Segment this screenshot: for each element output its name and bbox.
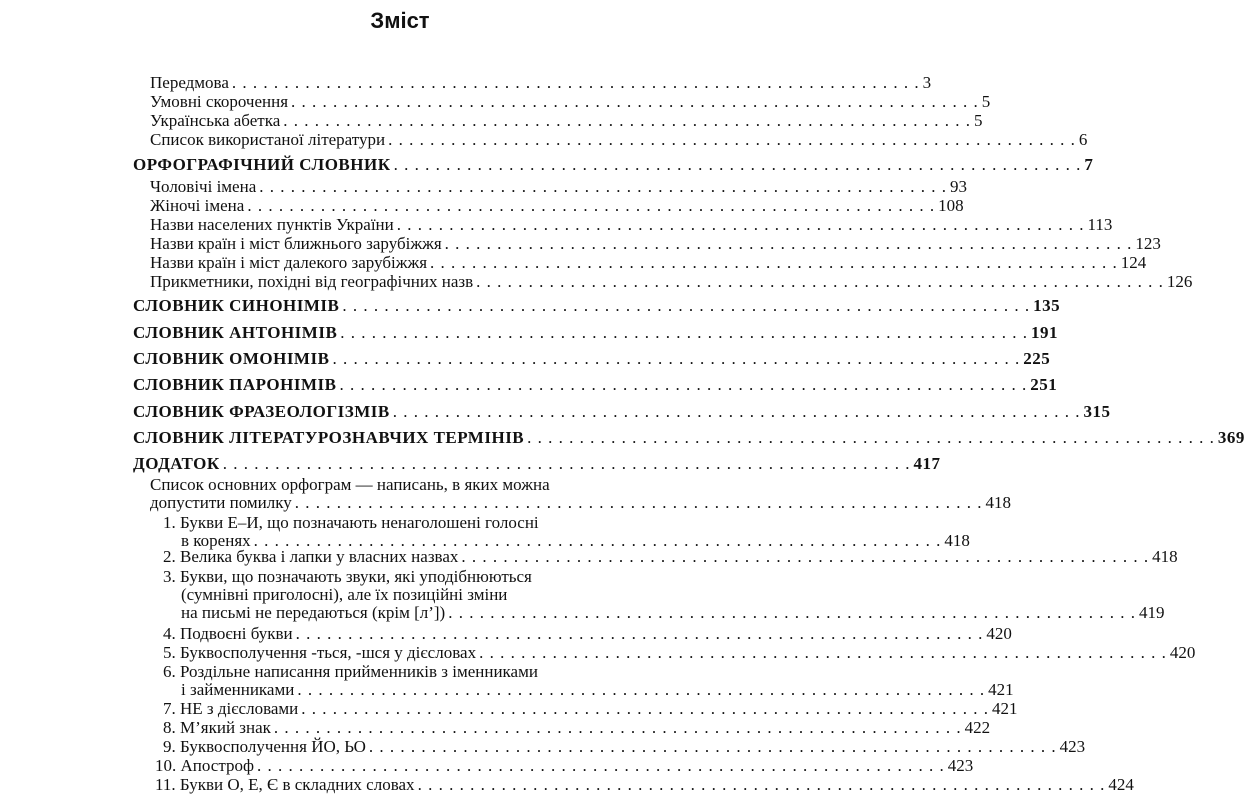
toc-entry-label: 10. Апостроф xyxy=(155,756,254,775)
leader-dots: . . . . . . . . . . . . . . . . . . . . . . . . . . . . . . . . . . . . . . . . . . . . . . . . . . . . . . . . . . . . . . . . . . xyxy=(253,531,942,550)
leader-dots: . . . . . . . . . . . . . . . . . . . . . . . . . . . . . . . . . . . . . . . . . . . . . . . . . . . . . . . . . . . . . . . . . . xyxy=(283,111,972,130)
toc-section-page: 191 xyxy=(1031,323,1059,342)
toc-entry-page: 93 xyxy=(950,177,967,196)
toc-section[interactable] xyxy=(133,402,1111,421)
toc-entry-label: Назви країн і міст ближнього зарубіжжя xyxy=(150,234,442,253)
toc-entry[interactable] xyxy=(163,737,1086,756)
leader-dots: . . . . . . . . . . . . . . . . . . . . . . . . . . . . . . . . . . . . . . . . . . . . . . . . . . . . . . . . . . . . . . . . . . xyxy=(339,375,1028,394)
leader-dots: . . . . . . . . . . . . . . . . . . . . . . . . . . . . . . . . . . . . . . . . . . . . . . . . . . . . . . . . . . . . . . . . . . xyxy=(393,155,1082,174)
toc-entry-label: в коренях xyxy=(181,531,251,550)
toc-entry-label: 9. Буквосполучення ЙО, ЬО xyxy=(163,737,366,756)
leader-dots: . . . . . . . . . . . . . . . . . . . . . . . . . . . . . . . . . . . . . . . . . . . . . . . . . . . . . . . . . . . . . . . . . . xyxy=(295,624,984,643)
toc-entry[interactable] xyxy=(150,177,967,196)
leader-dots: . . . . . . . . . . . . . . . . . . . . . . . . . . . . . . . . . . . . . . . . . . . . . . . . . . . . . . . . . . . . . . . . . . xyxy=(273,718,962,737)
toc-entry-label-line1: Список основних орфограм — написань, в яких можна xyxy=(150,475,550,494)
toc-section-label: СЛОВНИК ЛІТЕРАТУРОЗНАВЧИХ ТЕРМІНІВ xyxy=(133,428,525,447)
toc-entry-label: 4. Подвоєні букви xyxy=(163,624,293,643)
toc-section-label: ОРФОГРАФІЧНИЙ СЛОВНИК xyxy=(133,155,391,174)
toc-section-page: 135 xyxy=(1033,296,1061,315)
leader-dots: . . . . . . . . . . . . . . . . . . . . . . . . . . . . . . . . . . . . . . . . . . . . . . . . . . . . . . . . . . . . . . . . . . xyxy=(476,272,1164,291)
toc-entry-page: 418 xyxy=(1152,547,1178,566)
toc-entry[interactable] xyxy=(150,196,964,215)
toc-entry[interactable] xyxy=(150,253,1147,272)
toc-entry[interactable] xyxy=(150,130,1088,149)
toc-section-label: СЛОВНИК ОМОНІМІВ xyxy=(133,349,330,368)
toc-entry[interactable] xyxy=(155,756,974,775)
toc-entry-label: Прикметники, похідні від географічних назв xyxy=(150,272,474,291)
toc-entry-page: 418 xyxy=(944,531,970,550)
toc-entry-label-line1: 1. Букви Е–И, що позначають ненаголошені голосні xyxy=(163,513,539,532)
toc-entry-page: 419 xyxy=(1138,603,1165,622)
toc-section[interactable] xyxy=(133,428,1245,447)
toc-entry-page: 113 xyxy=(1087,215,1113,234)
toc-entry-label: 8. М’який знак xyxy=(163,718,271,737)
leader-dots: . . . . . . . . . . . . . . . . . . . . . . . . . . . . . . . . . . . . . . . . . . . . . . . . . . . . . . . . . . . . . . . . . . xyxy=(527,428,1215,447)
toc-entry-label: Передмова xyxy=(150,73,229,92)
toc-entry-page: 126 xyxy=(1166,272,1193,291)
leader-dots: . . . . . . . . . . . . . . . . . . . . . . . . . . . . . . . . . . . . . . . . . . . . . . . . . . . . . . . . . . . . . . . . . . xyxy=(294,493,983,512)
leader-dots: . . . . . . . . . . . . . . . . . . . . . . . . . . . . . . . . . . . . . . . . . . . . . . . . . . . . . . . . . . . . . . . . . . xyxy=(291,92,979,111)
toc-entry[interactable] xyxy=(163,567,1165,622)
leader-dots: . . . . . . . . . . . . . . . . . . . . . . . . . . . . . . . . . . . . . . . . . . . . . . . . . . . . . . . . . . . . . . . . . . xyxy=(259,177,947,196)
leader-dots: . . . . . . . . . . . . . . . . . . . . . . . . . . . . . . . . . . . . . . . . . . . . . . . . . . . . . . . . . . . . . . . . . . xyxy=(340,323,1029,342)
toc-entry-page: 123 xyxy=(1135,234,1161,253)
toc-entry-page: 3 xyxy=(922,73,932,92)
toc-entry-page: 422 xyxy=(964,718,991,737)
toc-entry[interactable] xyxy=(163,643,1196,662)
toc-entry-label: Список використаної літератури xyxy=(150,130,386,149)
leader-dots: . . . . . . . . . . . . . . . . . . . . . . . . . . . . . . . . . . . . . . . . . . . . . . . . . . . . . . . . . . . . . . . . . . xyxy=(231,73,920,92)
toc-entry-label: Українська абетка xyxy=(150,111,281,130)
toc-entry[interactable] xyxy=(150,475,1011,512)
toc-entry[interactable] xyxy=(163,718,991,737)
toc-entry-page: 108 xyxy=(938,196,964,215)
toc-section-page: 251 xyxy=(1030,375,1058,394)
toc-entry-label-line1: 3. Букви, що позначають звуки, які уподібнюються xyxy=(163,567,532,586)
toc-section-label: СЛОВНИК СИНОНІМІВ xyxy=(133,296,340,315)
toc-entry[interactable] xyxy=(163,547,1178,566)
toc-entry[interactable] xyxy=(163,513,970,550)
toc-entry-label: 11. Букви О, Е, Є в складних словах xyxy=(155,775,415,794)
toc-section[interactable] xyxy=(133,155,1094,174)
leader-dots: . . . . . . . . . . . . . . . . . . . . . . . . . . . . . . . . . . . . . . . . . . . . . . . . . . . . . . . . . . . . . . . . . . xyxy=(448,603,1136,622)
toc-section-label: СЛОВНИК АНТОНІМІВ xyxy=(133,323,338,342)
leader-dots: . . . . . . . . . . . . . . . . . . . . . . . . . . . . . . . . . . . . . . . . . . . . . . . . . . . . . . . . . . . . . . . . . . xyxy=(332,349,1021,368)
toc-entry[interactable] xyxy=(150,234,1161,253)
toc-entry-label: 2. Велика буква і лапки у власних назвах xyxy=(163,547,459,566)
leader-dots: . . . . . . . . . . . . . . . . . . . . . . . . . . . . . . . . . . . . . . . . . . . . . . . . . . . . . . . . . . . . . . . . . . xyxy=(417,775,1106,794)
toc-section[interactable] xyxy=(133,349,1051,368)
toc-section-label: СЛОВНИК ПАРОНІМІВ xyxy=(133,375,337,394)
toc-entry-label: на письмі не передаються (крім [л’]) xyxy=(181,603,446,622)
leader-dots: . . . . . . . . . . . . . . . . . . . . . . . . . . . . . . . . . . . . . . . . . . . . . . . . . . . . . . . . . . . . . . . . . . xyxy=(257,756,945,775)
toc-entry-page: 420 xyxy=(986,624,1012,643)
toc-entry[interactable] xyxy=(150,215,1113,234)
leader-dots: . . . . . . . . . . . . . . . . . . . . . . . . . . . . . . . . . . . . . . . . . . . . . . . . . . . . . . . . . . . . . . . . . . xyxy=(479,643,1167,662)
leader-dots: . . . . . . . . . . . . . . . . . . . . . . . . . . . . . . . . . . . . . . . . . . . . . . . . . . . . . . . . . . . . . . . . . . xyxy=(297,680,986,699)
toc-entry-label: допустити помилку xyxy=(150,493,292,512)
toc-entry-label: Умовні скорочення xyxy=(150,92,289,111)
toc-section-label: ДОДАТОК xyxy=(133,454,220,473)
toc-section[interactable] xyxy=(133,296,1061,315)
leader-dots: . . . . . . . . . . . . . . . . . . . . . . . . . . . . . . . . . . . . . . . . . . . . . . . . . . . . . . . . . . . . . . . . . . xyxy=(392,402,1081,421)
toc-entry-page: 418 xyxy=(985,493,1011,512)
toc-entry-label: 7. НЕ з дієсловами xyxy=(163,699,299,718)
toc-entry[interactable] xyxy=(155,775,1134,794)
leader-dots: . . . . . . . . . . . . . . . . . . . . . . . . . . . . . . . . . . . . . . . . . . . . . . . . . . . . . . . . . . . . . . . . . . xyxy=(430,253,1118,272)
toc-entry-page: 424 xyxy=(1108,775,1134,794)
toc-section-page: 7 xyxy=(1084,155,1094,174)
toc-entry[interactable] xyxy=(150,92,991,111)
toc-entry-label-line2: (сумнівні приголосні), але їх позиційні зміни xyxy=(181,585,508,604)
leader-dots: . . . . . . . . . . . . . . . . . . . . . . . . . . . . . . . . . . . . . . . . . . . . . . . . . . . . . . . . . . . . . . . . . . xyxy=(342,296,1031,315)
toc-section-page: 225 xyxy=(1023,349,1051,368)
toc-entry[interactable] xyxy=(163,699,1018,718)
leader-dots: . . . . . . . . . . . . . . . . . . . . . . . . . . . . . . . . . . . . . . . . . . . . . . . . . . . . . . . . . . . . . . . . . . xyxy=(396,215,1085,234)
leader-dots: . . . . . . . . . . . . . . . . . . . . . . . . . . . . . . . . . . . . . . . . . . . . . . . . . . . . . . . . . . . . . . . . . . xyxy=(301,699,990,718)
toc-entry-label: Назви країн і міст далекого зарубіжжя xyxy=(150,253,428,272)
leader-dots: . . . . . . . . . . . . . . . . . . . . . . . . . . . . . . . . . . . . . . . . . . . . . . . . . . . . . . . . . . . . . . . . . . xyxy=(444,234,1133,253)
leader-dots: . . . . . . . . . . . . . . . . . . . . . . . . . . . . . . . . . . . . . . . . . . . . . . . . . . . . . . . . . . . . . . . . . . xyxy=(461,547,1150,566)
toc-section[interactable] xyxy=(133,323,1059,342)
toc-entry-page: 420 xyxy=(1169,643,1196,662)
toc-entry[interactable] xyxy=(150,111,983,130)
toc-section-label: СЛОВНИК ФРАЗЕОЛОГІЗМІВ xyxy=(133,402,390,421)
page-title: Зміст xyxy=(370,8,430,33)
toc-entry[interactable] xyxy=(163,624,1012,643)
leader-dots: . . . . . . . . . . . . . . . . . . . . . . . . . . . . . . . . . . . . . . . . . . . . . . . . . . . . . . . . . . . . . . . . . . xyxy=(222,454,911,473)
toc-entry-page: 5 xyxy=(974,111,983,130)
toc-entry-page: 5 xyxy=(981,92,991,111)
toc-entry[interactable] xyxy=(163,662,1014,699)
toc-entry-page: 423 xyxy=(947,756,974,775)
toc-section-page: 315 xyxy=(1083,402,1111,421)
toc-entry-page: 421 xyxy=(988,680,1014,699)
toc-section-page: 417 xyxy=(913,454,941,473)
toc-section[interactable] xyxy=(133,375,1058,394)
toc-entry-page: 423 xyxy=(1059,737,1086,756)
toc-entry-label-line1: 6. Роздільне написання прийменників з іменниками xyxy=(163,662,538,681)
leader-dots: . . . . . . . . . . . . . . . . . . . . . . . . . . . . . . . . . . . . . . . . . . . . . . . . . . . . . . . . . . . . . . . . . . xyxy=(388,130,1076,149)
toc-entry-label: Назви населених пунктів України xyxy=(150,215,394,234)
toc-entry[interactable] xyxy=(150,73,932,92)
toc-entry-page: 6 xyxy=(1078,130,1088,149)
toc-entry-label: і займенниками xyxy=(181,680,295,699)
toc-entry-page: 421 xyxy=(992,699,1018,718)
leader-dots: . . . . . . . . . . . . . . . . . . . . . . . . . . . . . . . . . . . . . . . . . . . . . . . . . . . . . . . . . . . . . . . . . . xyxy=(368,737,1057,756)
toc-entry-label: Чоловічі імена xyxy=(150,177,257,196)
toc-entry-label: 5. Буквосполучення -ться, -шся у дієсловах xyxy=(163,643,477,662)
toc-section-page: 369 xyxy=(1217,428,1245,447)
toc-entry-label: Жіночі імена xyxy=(150,196,245,215)
leader-dots: . . . . . . . . . . . . . . . . . . . . . . . . . . . . . . . . . . . . . . . . . . . . . . . . . . . . . . . . . . . . . . . . . . xyxy=(247,196,936,215)
toc-entry-page: 124 xyxy=(1120,253,1147,272)
toc-entry[interactable] xyxy=(150,272,1193,291)
toc-section[interactable] xyxy=(133,454,941,473)
